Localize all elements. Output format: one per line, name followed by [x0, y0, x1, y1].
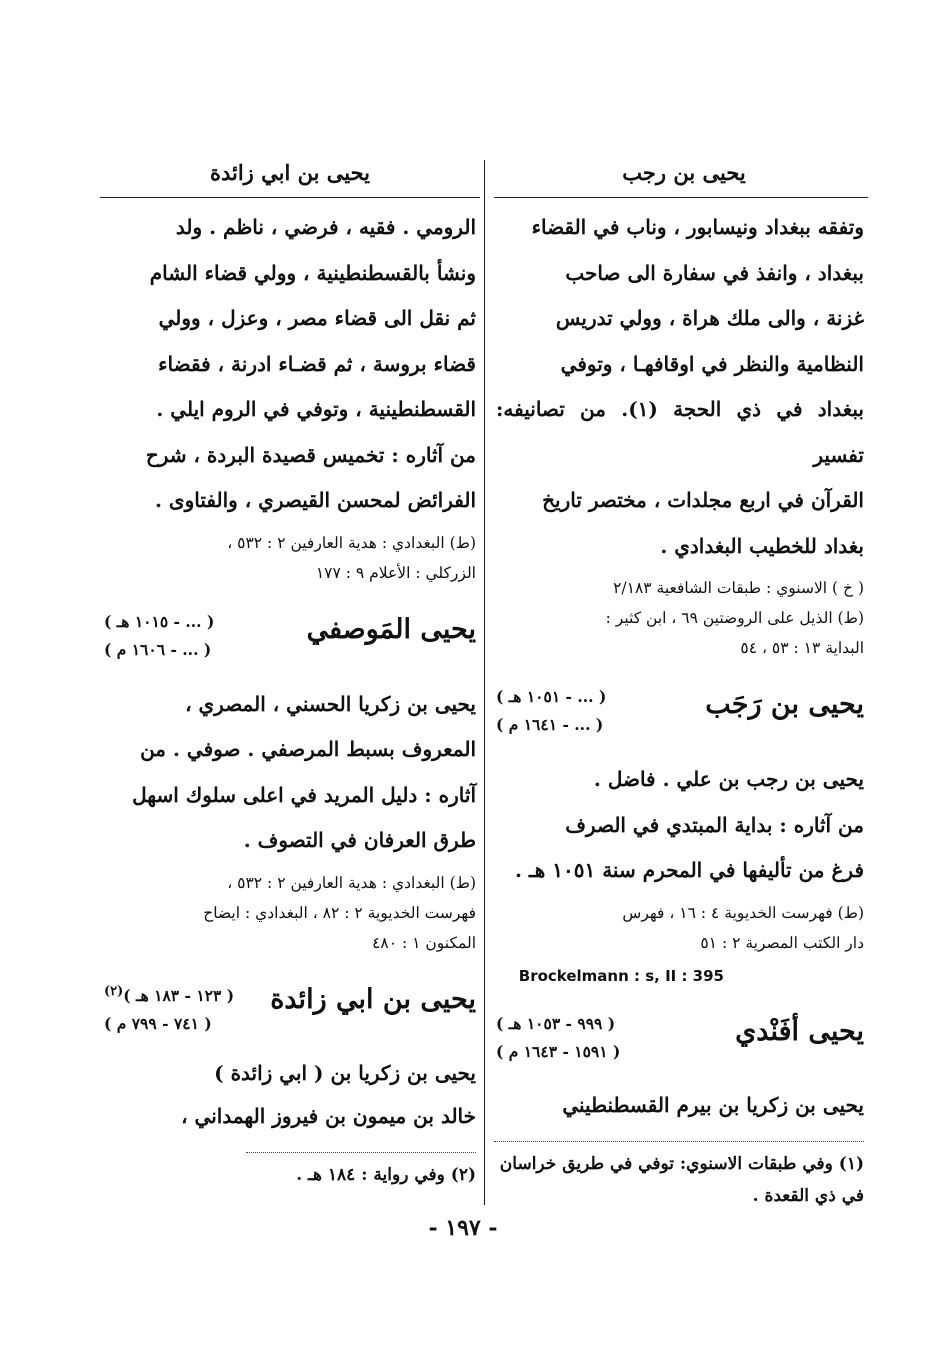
entry-name-text: يحيى بن ابي زائدة: [270, 983, 476, 1015]
text-line: آثاره : دليل المريد في اعلى سلوك اسهل: [132, 782, 476, 807]
date-hijri: ( ... - ١٠١٥ هـ ): [104, 611, 215, 631]
column-divider: [484, 160, 485, 1205]
entry-dates: [104, 608, 294, 664]
entry-heading-yahya-ibn-abi-zaida: [104, 978, 476, 1040]
footnote-marker: (٢): [104, 983, 124, 999]
reference-line: (ط) البغدادي : هدية العارفين ٢ : ٥٣٢ ،: [227, 533, 476, 552]
date-gregorian: ( ... - ١٦٤١ م ): [496, 715, 604, 734]
text-line: فرغ من تأليفها في المحرم سنة ١٠٥١ هـ .: [514, 858, 864, 882]
entry-body: [496, 757, 864, 894]
entry-dates: [496, 683, 686, 739]
right-intro-text: [496, 205, 864, 569]
footnote-rule: [246, 1152, 476, 1153]
date-gregorian: ( ٧٤١ - ٧٩٩ م ): [104, 1013, 212, 1033]
entry-body: [104, 682, 476, 864]
text-line: القسطنطينية ، وتوفي في الروم ايلي .: [156, 397, 476, 421]
entry-body: [496, 1084, 864, 1127]
footnote-rule: [494, 1141, 864, 1142]
text-line: قضاء بروسة ، ثم قضـاء ادرنة ، فقضاء: [158, 351, 476, 376]
text-line: الرومي . فقيه ، فرضي ، ناظم . ولد: [175, 215, 476, 239]
right-intro-references: [496, 573, 864, 663]
reference-line: (ط) فهرست الخديوية ٤ : ١٦ ، فهرس: [622, 903, 864, 922]
entry-references: [496, 898, 864, 958]
entry-name: يحيى المَوصفي: [306, 613, 476, 645]
text-line: المعروف بسبط المرصفي . صوفي . من: [140, 737, 476, 761]
text-line: النظامية والنظر في اوقافهـا ، وتوفي: [560, 351, 864, 376]
footnote-line: (٢) وفي رواية : ١٨٤ هـ .: [296, 1164, 476, 1185]
text-line: ببغداد في ذي الحجة (١). من تصانيفه: تفسير: [496, 397, 864, 467]
entry-name: يحيى بن رَجَب: [705, 689, 864, 720]
running-header-left: يحيى بن ابي زائدة: [209, 160, 371, 185]
text-line: بغداد للخطيب البغدادي .: [660, 533, 864, 558]
entry-body: [104, 1052, 476, 1138]
footnote-line: في ذي القعدة .: [752, 1185, 864, 1206]
reference-line: (ط) البغدادي : هدية العارفين ٢ : ٥٣٢ ،: [227, 873, 476, 892]
date-hijri: ( ... - ١٠٥١ هـ ): [496, 687, 607, 706]
entry-heading-yahya-al-marsafi: [104, 608, 476, 670]
reference-line: ( خ ) الاسنوي : طبقات الشافعية ٢/١٨٣: [613, 579, 864, 597]
text-line: غزنة ، والى ملك هراة ، وولي تدريس: [555, 306, 864, 330]
header-rule-right: [494, 197, 868, 198]
footnote: [496, 1148, 864, 1212]
text-line: الفرائض لمحسن القيصري ، والفتاوى .: [155, 488, 476, 512]
page-number: - ١٩٧ -: [428, 1215, 498, 1241]
date-gregorian: ( ... - ١٦٠٦ م ): [104, 639, 212, 659]
text-line: يحيى بن زكريا بن بيرم القسطنطيني: [562, 1092, 864, 1117]
left-column: [104, 205, 476, 1191]
footnote: [104, 1159, 476, 1191]
text-line: ونشأ بالقسطنطينية ، وولي قضاء الشام: [149, 260, 476, 285]
header-rule-left: [100, 197, 480, 198]
date-hijri: [104, 978, 294, 1010]
text-line: يحيى بن رجب بن علي . فاضل .: [593, 767, 864, 791]
date-hijri-text: ( ١٢٣ - ١٨٣ هـ ): [123, 985, 235, 1005]
reference-line: (ط) الذيل على الروضتين ٦٩ ، ابن كثير :: [605, 609, 864, 627]
text-line: خالد بن ميمون بن فيروز الهمداني ،: [181, 1103, 476, 1128]
entry-heading-yahya-efendi: [496, 1010, 864, 1072]
text-line: طرق العرفان في التصوف .: [243, 828, 476, 852]
left-intro-text: [104, 205, 476, 524]
text-line: يحيى بن زكريا بن ( ابي زائدة ): [214, 1060, 476, 1085]
reference-line: الزركلي : الأعلام ٩ : ١٧٧: [315, 563, 476, 582]
entry-dates: [496, 1010, 686, 1066]
running-header-right: يحيى بن رجب: [622, 160, 746, 185]
entry-heading-yahya-ibn-rajab: [496, 683, 864, 745]
text-line: من آثاره : تخميس قصيدة البردة ، شرح: [145, 442, 476, 467]
right-column: [496, 205, 864, 1212]
text-line: ببغداد ، وانفذ في سفارة الى صاحب: [565, 260, 864, 285]
reference-line: فهرست الخديوية ٢ : ٨٢ ، البغدادي : ايضاح: [203, 903, 476, 922]
entry-name: يحيى أفَنْدي: [735, 1015, 864, 1047]
text-line: يحيى بن زكريا الحسني ، المصري ،: [185, 691, 476, 716]
date-gregorian: ( ١٥٩١ - ١٦٤٣ م ): [496, 1041, 621, 1061]
entry-name: [270, 984, 476, 1015]
reference-line: المكنون ١ : ٤٨٠: [372, 933, 476, 952]
entry-references: [104, 868, 476, 958]
latin-reference: Brockelmann : s, II : 395: [518, 966, 724, 985]
date-hijri: ( ٩٩٩ - ١٠٥٣ هـ ): [496, 1013, 616, 1033]
text-line: من آثاره : بداية المبتدي في الصرف: [565, 812, 864, 837]
reference-line: دار الكتب المصرية ٢ : ٥١: [700, 933, 864, 952]
footnote-line: (١) وفي طبقات الاسنوي: توفي في طريق خراسان: [499, 1153, 864, 1174]
text-line: القرآن في اربع مجلدات ، مختصر تاريخ: [542, 488, 864, 512]
text-line: ثم نقل الى قضاء مصر ، وعزل ، وولي: [158, 306, 476, 330]
left-intro-references: [104, 528, 476, 588]
entry-dates: [104, 978, 294, 1038]
text-line: وتفقه ببغداد ونيسابور ، وناب في القضاء: [531, 215, 864, 239]
reference-line: البداية ١٣ : ٥٣ ، ٥٤: [740, 639, 864, 657]
